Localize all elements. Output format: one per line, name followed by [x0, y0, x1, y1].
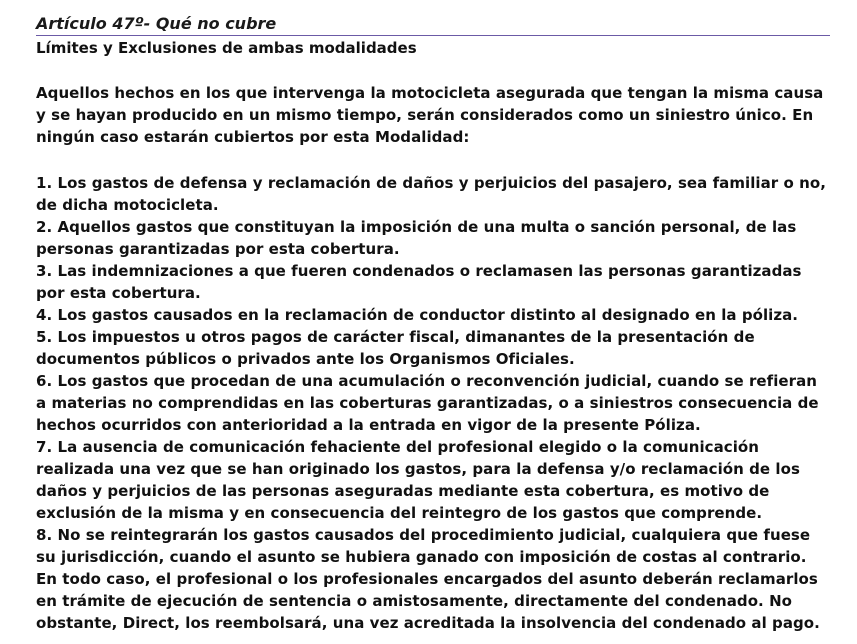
list-item: 8. No se reintegrarán los gastos causados del procedimiento judicial, cualquiera que fuese su jurisdicción, cuando el asunto se hubiera ganado con imposición de costas al contrario. En todo caso, el profesional o los profesionales encargados del asunto deberán reclamarlos en trámite de ejecución de sentencia o amistosamente, directamente del condenado. No obstante, Direct, los reembolsará, una vez acreditada la insolvencia del condenado al pago. — [36, 526, 820, 632]
section-subtitle: Límites y Exclusiones de ambas modalidades — [36, 39, 417, 57]
list-item: 2. Aquellos gastos que constituyan la imposición de una multa o sanción personal, de las personas garantizadas por esta cobertura. — [36, 218, 797, 258]
list-item: 5. Los impuestos u otros pagos de carácter fiscal, dimanantes de la presentación de documentos públicos o privados ante los Organismos Oficiales. — [36, 328, 755, 368]
list-item: 7. La ausencia de comunicación fehaciente del profesional elegido o la comunicación realizada una vez que se han originado los gastos, para la defensa y/o reclamación de los daños y perjuicios de las personas aseguradas mediante esta cobertura, es motivo de exclusión de la misma y en consecuencia del reintegro de los gastos que comprende. — [36, 438, 800, 522]
exclusions-list — [36, 172, 830, 634]
list-item: 1. Los gastos de defensa y reclamación de daños y perjuicios del pasajero, sea familiar o no, de dicha motocicleta. — [36, 174, 826, 214]
intro-paragraph: Aquellos hechos en los que intervenga la motocicleta asegurada que tengan la misma causa y se hayan producido en un mismo tiempo, serán considerados como un siniestro único. En ningún caso estarán cubiertos por esta Modalidad: — [36, 84, 824, 146]
article-title: Artículo 47º- Qué no cubre — [36, 14, 277, 33]
title-underline — [36, 35, 830, 36]
list-item: 6. Los gastos que procedan de una acumulación o reconvención judicial, cuando se refieran a materias no comprendidas en las coberturas garantizadas, o a siniestros consecuencia de hechos ocurridos con anterioridad a la entrada en vigor de la presente Póliza. — [36, 372, 819, 434]
list-item: 3. Las indemnizaciones a que fueren condenados o reclamasen las personas garantizadas por esta cobertura. — [36, 262, 802, 302]
list-item: 4. Los gastos causados en la reclamación de conductor distinto al designado en la póliza. — [36, 306, 799, 324]
document-page — [36, 14, 830, 634]
